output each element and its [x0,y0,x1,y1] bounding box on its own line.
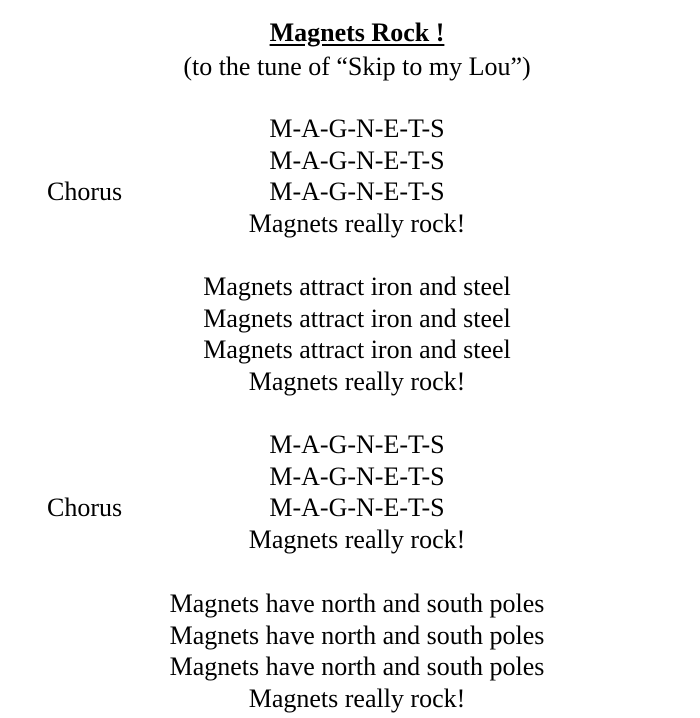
stanza-line: M-A-G-N-E-T-S [269,114,445,143]
stanza-verse-2 [0,588,700,714]
stanza-line: Magnets attract iron and steel [203,303,511,333]
stanza-line: M-A-G-N-E-T-S [269,430,445,459]
stanza-line: Magnets really rock! [248,524,466,554]
stanza-line: Magnets really rock! [248,366,466,396]
stanza-line: M-A-G-N-E-T-S [269,493,445,523]
song-title: Magnets Rock ! [269,18,445,47]
chorus-label: Chorus [47,493,123,522]
stanza-line: M-A-G-N-E-T-S [269,461,445,491]
stanza-line: Magnets really rock! [248,683,466,713]
song-subtitle: (to the tune of “Skip to my Lou”) [183,52,531,81]
stanza-line: Magnets have north and south poles [169,589,545,618]
stanza-line: Magnets have north and south poles [169,652,545,682]
stanza-line: Magnets attract iron and steel [203,272,511,301]
stanza-line: Magnets attract iron and steel [203,335,511,365]
stanza-line: Magnets have north and south poles [169,620,545,650]
stanza-verse-1 [0,271,700,397]
stanza-line: Magnets really rock! [248,208,466,238]
stanza-line: M-A-G-N-E-T-S [269,177,445,207]
stanza-line: M-A-G-N-E-T-S [269,145,445,175]
chorus-label: Chorus [47,177,123,206]
